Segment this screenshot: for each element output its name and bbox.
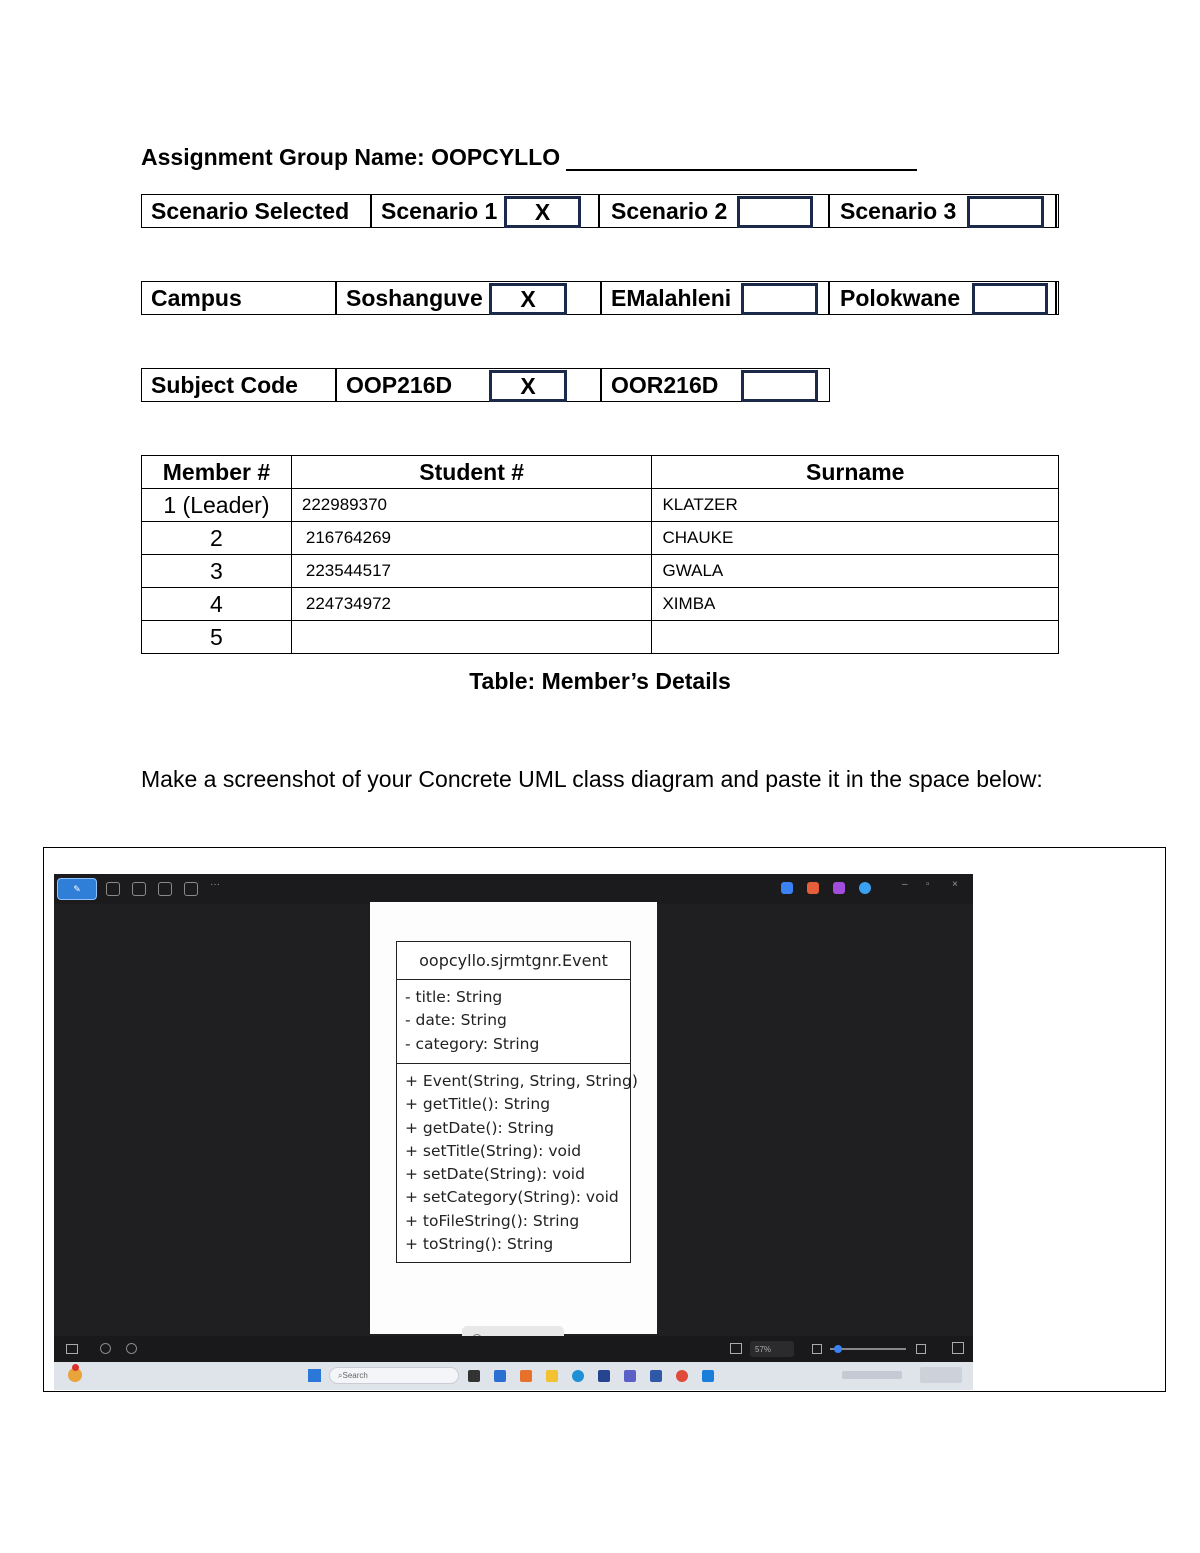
campus-emalahleni-label: EMalahleni [611, 284, 732, 311]
subject-oor216d-checkbox[interactable] [741, 370, 818, 402]
uml-attributes [397, 980, 630, 1064]
maximize-icon[interactable]: ▫ [926, 879, 930, 890]
uml-method: + toFileString(): String [405, 1211, 580, 1230]
table-row [142, 555, 1059, 588]
member-number: 4 [142, 588, 292, 621]
viewer-statusbar [54, 1336, 973, 1362]
campus-row [141, 281, 1059, 315]
print-icon[interactable] [158, 882, 172, 896]
teams-icon[interactable] [624, 1370, 636, 1382]
subject-oop216d-label: OOP216D [346, 371, 453, 398]
taskbar-search[interactable] [329, 1367, 459, 1384]
app-icon[interactable] [833, 882, 845, 894]
group-name-underline [566, 169, 917, 171]
student-number: 222989370 [291, 489, 652, 522]
chrome-icon[interactable] [676, 1370, 688, 1382]
close-icon[interactable]: × [952, 879, 958, 890]
uml-class-name: oopcyllo.sjrmtgnr.Event [397, 942, 630, 980]
member-number: 1 (Leader) [142, 489, 292, 522]
uml-method: + getTitle(): String [405, 1095, 551, 1114]
uml-method: + setTitle(String): void [405, 1141, 582, 1160]
table-row [142, 489, 1059, 522]
student-number: 216764269 [291, 522, 652, 555]
scenario-row [141, 194, 1059, 228]
scenario-1-checkbox[interactable]: X [504, 196, 581, 228]
surname: GWALA [652, 555, 1059, 588]
app-icon[interactable] [520, 1370, 532, 1382]
uml-method: + Event(String, String, String) [405, 1072, 638, 1090]
group-name-heading: Assignment Group Name: OOPCYLLO [141, 144, 561, 170]
uml-method: + toString(): String [405, 1235, 554, 1254]
uml-method: + setDate(String): void [405, 1165, 585, 1184]
student-number: 223544517 [291, 555, 652, 588]
filmstrip-icon[interactable] [66, 1344, 78, 1354]
uml-attribute: - date: String [405, 1011, 507, 1030]
scenario-label: Scenario Selected [151, 197, 350, 224]
subject-oop216d-checkbox[interactable]: X [489, 370, 567, 402]
header-surname: Surname [652, 456, 1059, 489]
header-student: Student # [291, 456, 652, 489]
system-tray[interactable] [842, 1371, 902, 1379]
subject-oor216d-label: OOR216D [611, 371, 719, 398]
app-icon[interactable] [494, 1370, 506, 1382]
search-icon: ⌕ [338, 1370, 343, 1380]
zoom-slider-thumb[interactable] [834, 1345, 842, 1353]
uml-screenshot [54, 874, 973, 1390]
scenario-3-label: Scenario 3 [840, 197, 957, 224]
scenario-3-checkbox[interactable] [967, 196, 1044, 228]
explorer-icon[interactable] [546, 1370, 558, 1382]
surname: CHAUKE [652, 522, 1059, 555]
uml-method: + setCategory(String): void [405, 1188, 619, 1207]
app-icon[interactable] [650, 1370, 662, 1382]
minimize-icon[interactable]: – [902, 879, 908, 890]
instruction-text: Make a screenshot of your Concrete UML class diagram and paste it in the space below: [141, 766, 1043, 792]
favorite-icon[interactable] [100, 1343, 111, 1354]
surname: KLATZER [652, 489, 1059, 522]
table-row [142, 522, 1059, 555]
student-number [291, 621, 652, 654]
app-icon[interactable] [781, 882, 793, 894]
more-icon[interactable]: ··· [210, 879, 220, 890]
campus-soshanguve-checkbox[interactable]: X [489, 283, 567, 315]
table-caption: Table: Member’s Details [469, 668, 731, 694]
table-row [142, 621, 1059, 654]
subject-row [141, 368, 830, 402]
uml-class-box [396, 941, 638, 1263]
uml-method: + getDate(): String [405, 1118, 554, 1137]
rotate-icon[interactable] [106, 882, 120, 896]
header-member: Member # [142, 456, 292, 489]
zoom-out-icon[interactable] [812, 1344, 822, 1354]
clock[interactable] [920, 1367, 962, 1383]
fullscreen-icon[interactable] [952, 1342, 964, 1354]
cloud-icon[interactable] [859, 882, 871, 894]
uml-methods [397, 1064, 638, 1256]
surname [652, 621, 1059, 654]
members-table [141, 455, 1059, 654]
viewer-toolbar [54, 874, 973, 904]
student-number: 224734972 [291, 588, 652, 621]
app-icon[interactable] [807, 882, 819, 894]
notification-badge [72, 1364, 79, 1371]
member-number: 3 [142, 555, 292, 588]
uml-attribute: - category: String [405, 1034, 540, 1053]
campus-soshanguve-label: Soshanguve [346, 284, 483, 311]
taskview-icon[interactable] [468, 1370, 480, 1382]
campus-emalahleni-checkbox[interactable] [741, 283, 818, 315]
photos-icon[interactable] [702, 1370, 714, 1382]
windows-taskbar [54, 1362, 973, 1390]
member-number: 5 [142, 621, 292, 654]
table-row [142, 588, 1059, 621]
subject-label: Subject Code [151, 371, 298, 398]
search-placeholder: Search [342, 1371, 368, 1380]
edge-icon[interactable] [572, 1370, 584, 1382]
info-icon[interactable] [126, 1343, 137, 1354]
app-icon[interactable] [598, 1370, 610, 1382]
campus-polokwane-checkbox[interactable] [972, 283, 1048, 315]
member-number: 2 [142, 522, 292, 555]
crop-icon[interactable] [132, 882, 146, 896]
campus-polokwane-label: Polokwane [840, 284, 961, 311]
surname: XIMBA [652, 588, 1059, 621]
start-icon[interactable] [308, 1369, 321, 1382]
scenario-2-label: Scenario 2 [611, 197, 728, 224]
campus-label: Campus [151, 284, 242, 311]
edit-icon[interactable]: ✎ [57, 878, 97, 900]
uml-attribute: - title: String [405, 988, 503, 1006]
zoom-level[interactable]: 57% [750, 1341, 794, 1357]
fit-icon[interactable] [730, 1343, 742, 1354]
scenario-1-label: Scenario 1 [381, 197, 498, 224]
table-header-row [142, 456, 1059, 489]
share-icon[interactable] [184, 882, 198, 896]
zoom-in-icon[interactable] [916, 1344, 926, 1354]
scenario-2-checkbox[interactable] [737, 196, 813, 228]
